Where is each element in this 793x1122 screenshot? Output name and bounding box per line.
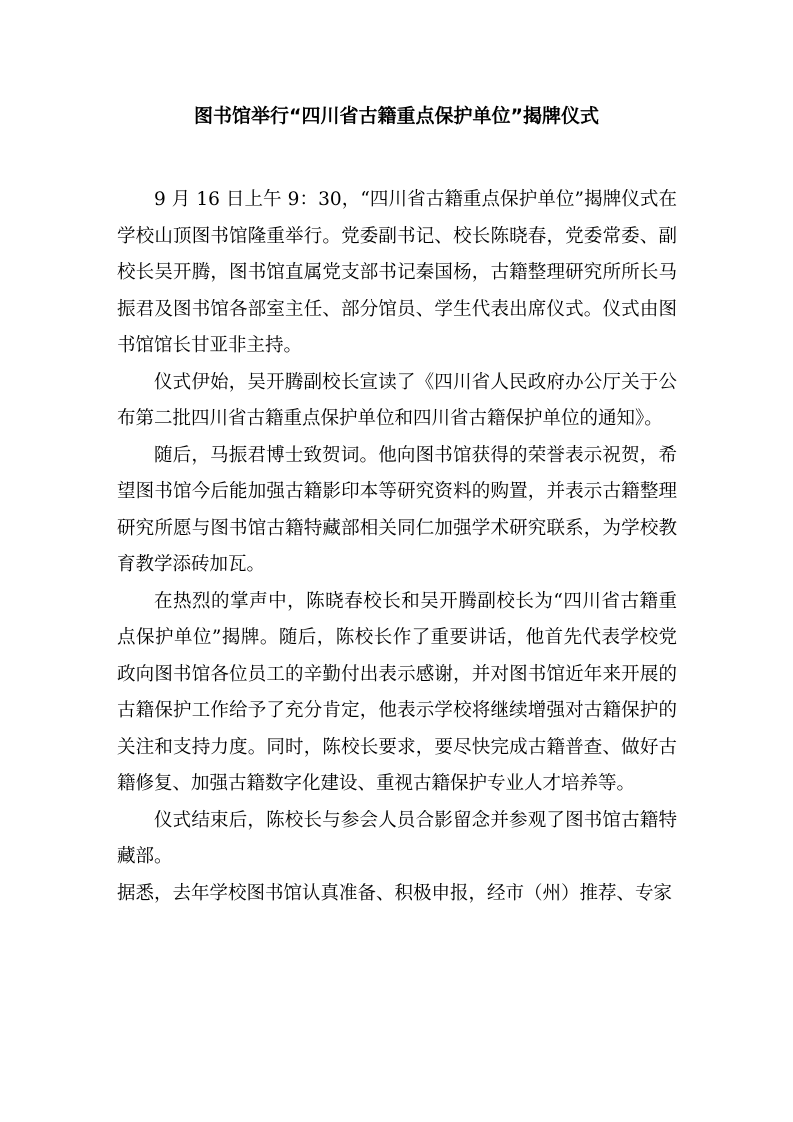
document-title: 图书馆举行“四川省古籍重点保护单位”揭牌仪式	[194, 105, 599, 127]
paragraph-background: 据悉，去年学校图书馆认真准备、积极申报，经市（州）推荐、专家	[117, 882, 673, 904]
paragraph-announcement: 仪式伊始，吴开腾副校长宣读了《四川省人民政府办公厅关于公布第二批四川省古籍重点保护单位和四川省古籍保护单位的通知》。	[117, 371, 677, 429]
paragraph-congratulation: 随后，马振君博士致贺词。他向图书馆获得的荣誉表示祝贺，希望图书馆今后能加强古籍影印本等研究资料的购置，并表示古籍整理研究所愿与图书馆古籍特藏部相关同仁加强学术研究联系，为学校教育教学添砖加瓦。	[117, 444, 677, 575]
paragraph-unveiling-speech: 在热烈的掌声中，陈晓春校长和吴开腾副校长为“四川省古籍重点保护单位”揭牌。随后，陈校长作了重要讲话，他首先代表学校党政向图书馆各位员工的辛勤付出表示感谢，并对图书馆近年来开展的古籍保护工作给予了充分肯定，他表示学校将继续增强对古籍保护的关注和支持力度。同时，陈校长要求，要尽快完成古籍普查、做好古籍修复、加强古籍数字化建设、重视古籍保护专业人才培养等。	[117, 590, 677, 794]
document-body	[117, 182, 677, 912]
paragraph-opening: 9 月 16 日上午 9：30，“四川省古籍重点保护单位”揭牌仪式在学校山顶图书馆隆重举行。党委副书记、校长陈晓春，党委常委、副校长吴开腾，图书馆直属党支部书记秦国杨，古籍整理研究所所长马振君及图书馆各部室主任、部分馆员、学生代表出席仪式。仪式由图书馆馆长甘亚非主持。	[117, 189, 677, 356]
paragraph-closing: 仪式结束后，陈校长与参会人员合影留念并参观了图书馆古籍特藏部。	[117, 809, 677, 867]
